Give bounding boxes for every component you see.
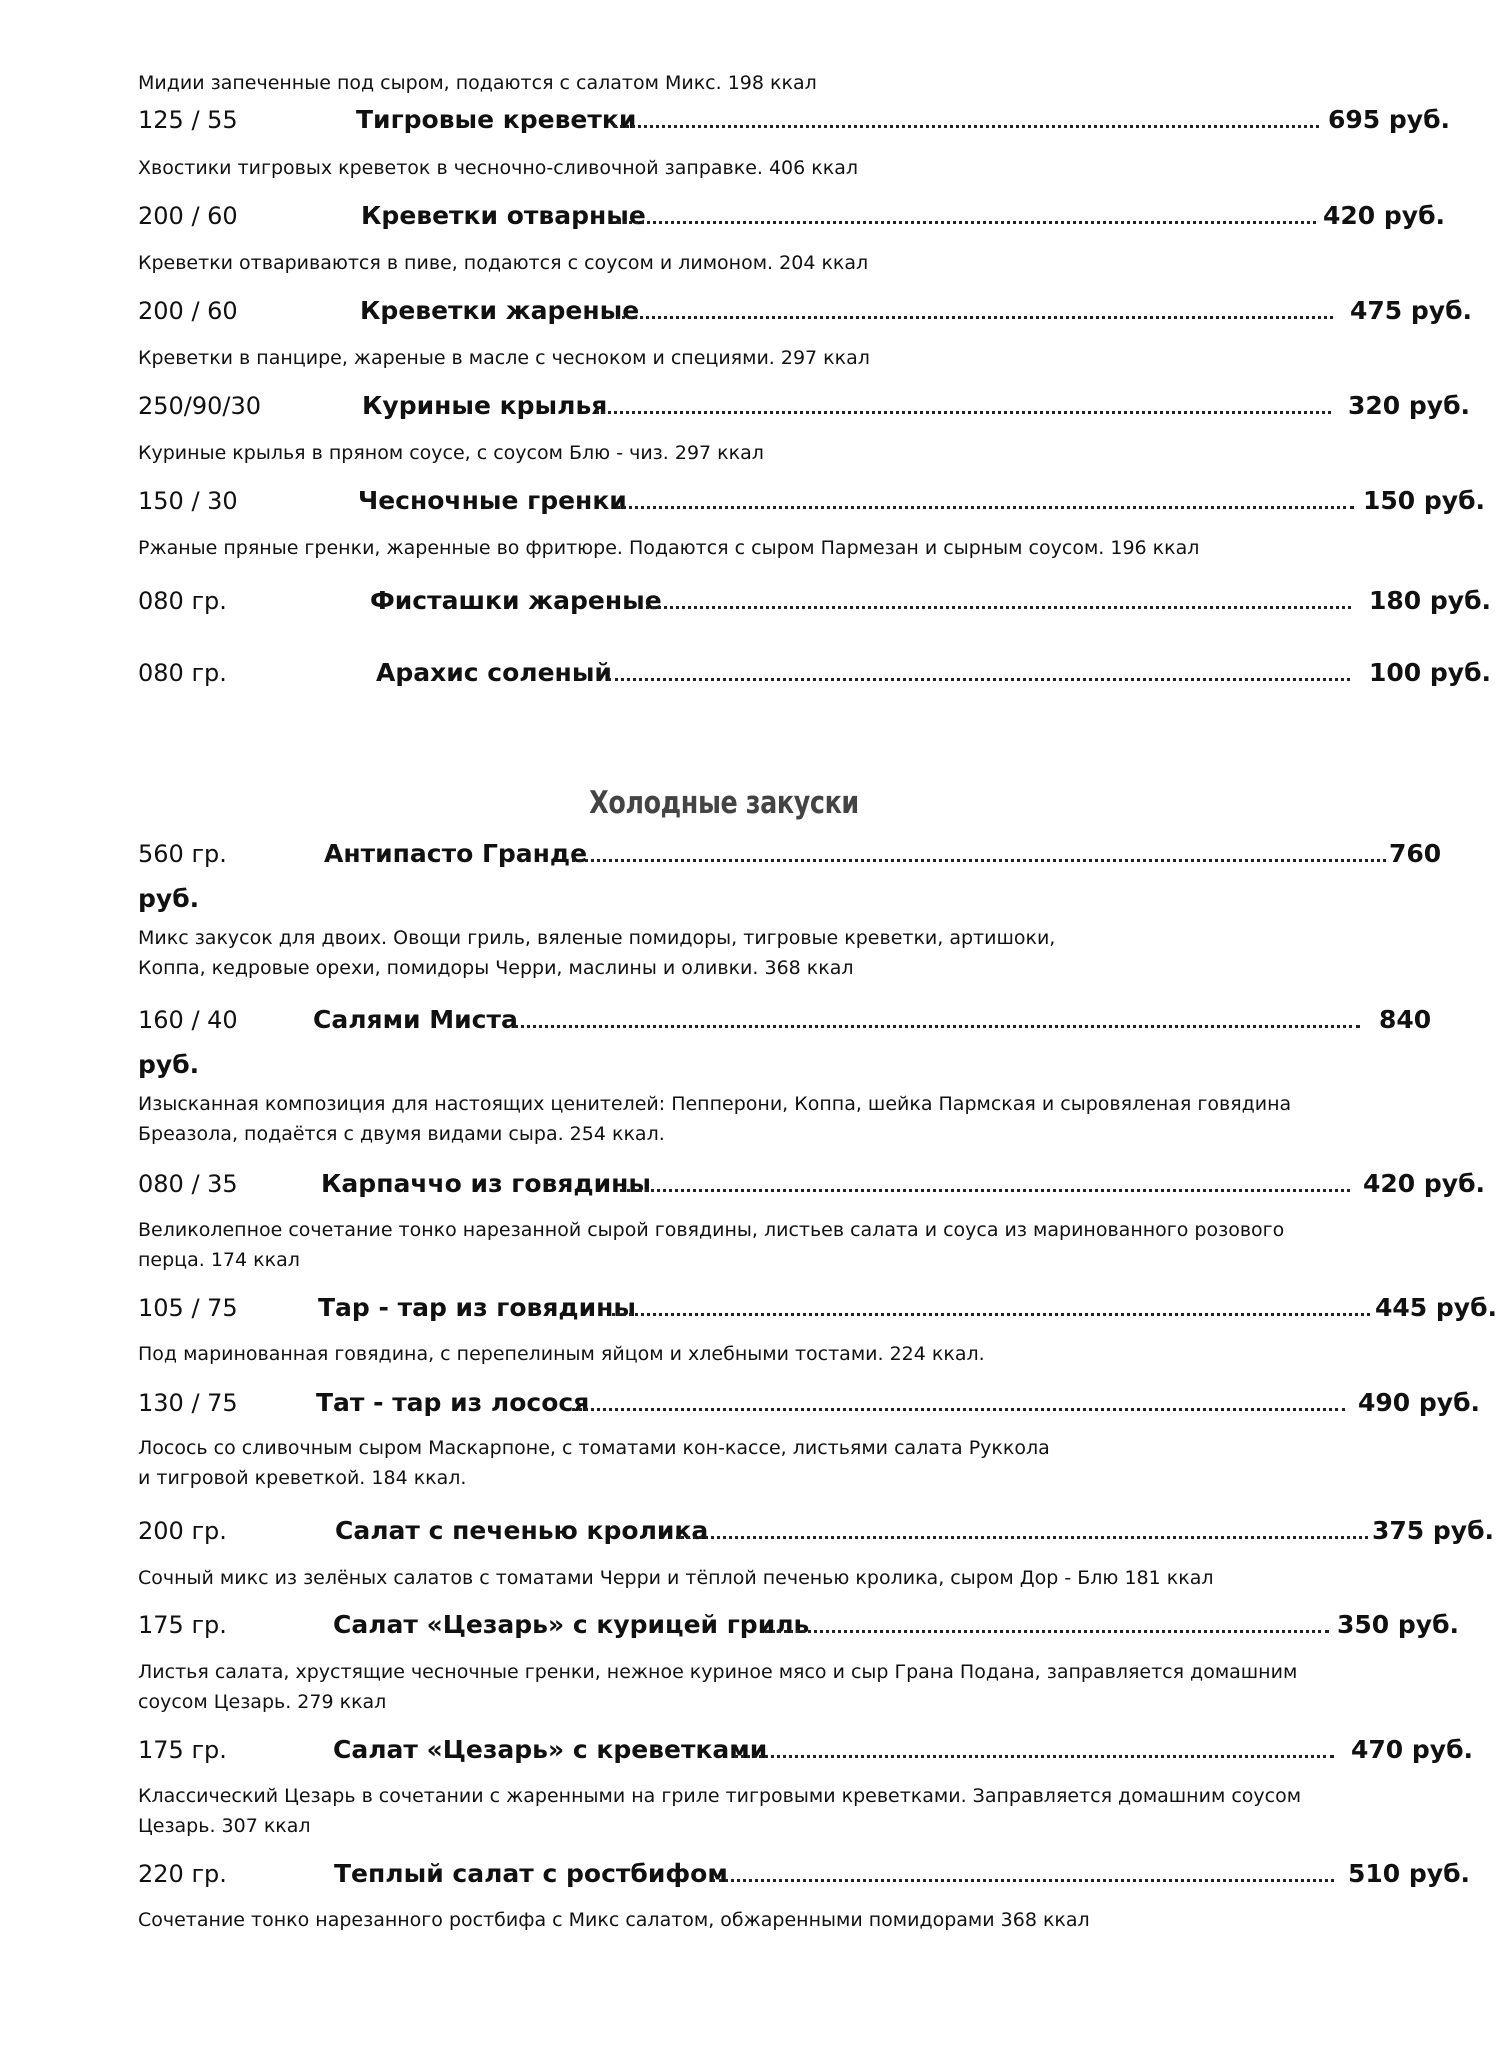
dot-leader: [612, 1313, 1370, 1316]
dot-leader: [617, 316, 1333, 319]
dot-leader: [596, 411, 1331, 414]
item-description: Креветки в панцире, жареные в масле с чесноком и специями. 297 ккал: [138, 347, 870, 369]
menu-item-row: [138, 1732, 1474, 1766]
dot-leader: [734, 1755, 1334, 1758]
item-price: 150 руб.: [1363, 486, 1486, 515]
item-description: Креветки отвариваются в пиве, подаются с соусом и лимоном. 204 ккал: [138, 252, 869, 274]
item-weight: 105 / 75: [138, 1294, 238, 1322]
item-description: Ржаные пряные гренки, жаренные во фритюре. Подаются с сыром Пармезан и сырным соусом. 196 ккал: [138, 537, 1200, 559]
menu-item-row: [138, 1385, 1481, 1419]
item-description: Листья салата, хрустящие чесночные гренки, нежное куриное мясо и сыр Грана Подана, заправляется домашним: [138, 1661, 1298, 1683]
item-description: Лосось со сливочным сыром Маскарпоне, с томатами кон-кассе, листьями салата Руккола: [138, 1437, 1050, 1459]
item-name: Креветки отварные: [361, 201, 646, 230]
item-weight: 175 гр.: [138, 1611, 227, 1639]
item-description: Великолепное сочетание тонко нарезанной сырой говядины, листьев салата и соуса из маринованного розового: [138, 1219, 1285, 1241]
item-price: 420 руб.: [1323, 201, 1446, 230]
dot-leader: [620, 1189, 1350, 1192]
item-description: Цезарь. 307 ккал: [138, 1815, 311, 1837]
item-weight: 200 / 60: [138, 297, 238, 325]
intro-description: Мидии запеченные под сыром, подаются с салатом Микс. 198 ккал: [138, 72, 817, 94]
menu-item-row: [138, 836, 1442, 870]
item-name: Антипасто Гранде: [324, 839, 588, 868]
item-weight: 080 гр.: [138, 659, 227, 687]
item-name: Карпаччо из говядины: [321, 1169, 651, 1198]
menu-item-row: [138, 483, 1486, 517]
item-price-currency: руб.: [138, 884, 200, 913]
item-name: Теплый салат с ростбифом: [334, 1859, 728, 1888]
item-price: 510 руб.: [1348, 1859, 1471, 1888]
item-price: 350 руб.: [1337, 1610, 1460, 1639]
item-name: Салями Миста: [313, 1005, 518, 1034]
item-weight: 125 / 55: [138, 106, 238, 134]
item-description: Коппа, кедровые орехи, помидоры Черри, маслины и оливки. 368 ккал: [138, 957, 854, 979]
item-price: 695 руб.: [1328, 105, 1451, 134]
dot-leader: [765, 1630, 1329, 1633]
dot-leader: [618, 221, 1316, 224]
item-weight: 560 гр.: [138, 840, 227, 868]
item-description: Изысканная композиция для настоящих ценителей: Пепперони, Коппа, шейка Пармская и сыровяленая говядина: [138, 1093, 1292, 1115]
item-weight: 220 гр.: [138, 1860, 227, 1888]
item-name: Салат с печенью кролика: [335, 1516, 709, 1545]
dot-leader: [712, 1879, 1334, 1882]
item-price: 100 руб.: [1369, 658, 1492, 687]
item-weight: 200 гр.: [138, 1517, 227, 1545]
item-name: Чесночные гренки: [358, 486, 627, 515]
menu-item-row: [138, 583, 1492, 617]
item-description: Классический Цезарь в сочетании с жаренными на гриле тигровыми креветками. Заправляется домашним соусом: [138, 1785, 1302, 1807]
item-weight: 150 / 30: [138, 487, 238, 515]
section-title: Холодные закуски: [589, 785, 859, 821]
item-price: 760: [1389, 839, 1442, 868]
menu-item-row: [138, 1290, 1497, 1324]
menu-item-row: [138, 102, 1451, 136]
item-name: Тат - тар из лосося: [316, 1388, 590, 1417]
menu-item-row: [138, 1166, 1486, 1200]
item-price: 420 руб.: [1363, 1169, 1486, 1198]
menu-item-row: [138, 1856, 1471, 1890]
item-name: Салат «Цезарь» с курицей гриль: [333, 1610, 810, 1639]
item-description: Куриные крылья в пряном соусе, с соусом Блю - чиз. 297 ккал: [138, 442, 764, 464]
item-price: 180 руб.: [1369, 586, 1492, 615]
item-weight: 080 / 35: [138, 1170, 238, 1198]
dot-leader: [614, 125, 1319, 128]
dot-leader: [646, 606, 1351, 609]
menu-item-row: [138, 293, 1473, 327]
item-weight: 080 гр.: [138, 587, 227, 615]
item-name: Тигровые креветки: [356, 105, 637, 134]
item-description: Хвостики тигровых креветок в чесночно-сливочной заправке. 406 ккал: [138, 157, 859, 179]
item-weight: 200 / 60: [138, 202, 238, 230]
item-description: соусом Цезарь. 279 ккал: [138, 1691, 387, 1713]
dot-leader: [572, 859, 1386, 862]
dot-leader: [616, 506, 1354, 509]
item-price: 470 руб.: [1351, 1735, 1474, 1764]
item-name: Тар - тар из говядины: [318, 1293, 637, 1322]
item-name: Арахис соленый: [376, 658, 612, 687]
item-price-currency: руб.: [138, 1050, 200, 1079]
item-name: Фисташки жареные: [370, 586, 662, 615]
dot-leader: [514, 1025, 1360, 1028]
menu-item-row: [138, 1002, 1438, 1036]
item-name: Креветки жареные: [360, 296, 640, 325]
item-price: 840: [1379, 1005, 1432, 1034]
menu-item-row: [138, 198, 1446, 232]
dot-leader: [676, 1536, 1368, 1539]
item-description: Под маринованная говядина, с перепелиным яйцом и хлебными тостами. 224 ккал.: [138, 1343, 985, 1365]
item-weight: 160 / 40: [138, 1006, 238, 1034]
menu-item-row: [138, 1607, 1460, 1641]
item-description: Сочный микс из зелёных салатов с томатами Черри и тёплой печенью кролика, сыром Дор - Блю 181 ккал: [138, 1567, 1214, 1589]
item-price: 445 руб.: [1375, 1293, 1497, 1322]
item-description: Бреазола, подаётся с двумя видами сыра. 254 ккал.: [138, 1123, 665, 1145]
item-price: 375 руб.: [1372, 1516, 1495, 1545]
dot-leader: [608, 678, 1350, 681]
item-description: и тигровой креветкой. 184 ккал.: [138, 1467, 467, 1489]
item-price: 475 руб.: [1350, 296, 1473, 325]
item-weight: 250/90/30: [138, 392, 262, 420]
item-price: 320 руб.: [1348, 391, 1471, 420]
item-weight: 175 гр.: [138, 1736, 227, 1764]
item-name: Куриные крылья: [362, 391, 608, 420]
menu-item-row: [138, 388, 1471, 422]
menu-item-row: [138, 655, 1492, 689]
item-weight: 130 / 75: [138, 1389, 238, 1417]
menu-item-row: [138, 1513, 1495, 1547]
item-price: 490 руб.: [1358, 1388, 1481, 1417]
item-name: Салат «Цезарь» с креветками: [333, 1735, 768, 1764]
dot-leader: [572, 1408, 1345, 1411]
item-description: Сочетание тонко нарезанного ростбифа с Микс салатом, обжаренными помидорами 368 ккал: [138, 1909, 1090, 1931]
item-description: Микс закусок для двоих. Овощи гриль, вяленые помидоры, тигровые креветки, артишоки,: [138, 927, 1056, 949]
item-description: перца. 174 ккал: [138, 1249, 300, 1271]
